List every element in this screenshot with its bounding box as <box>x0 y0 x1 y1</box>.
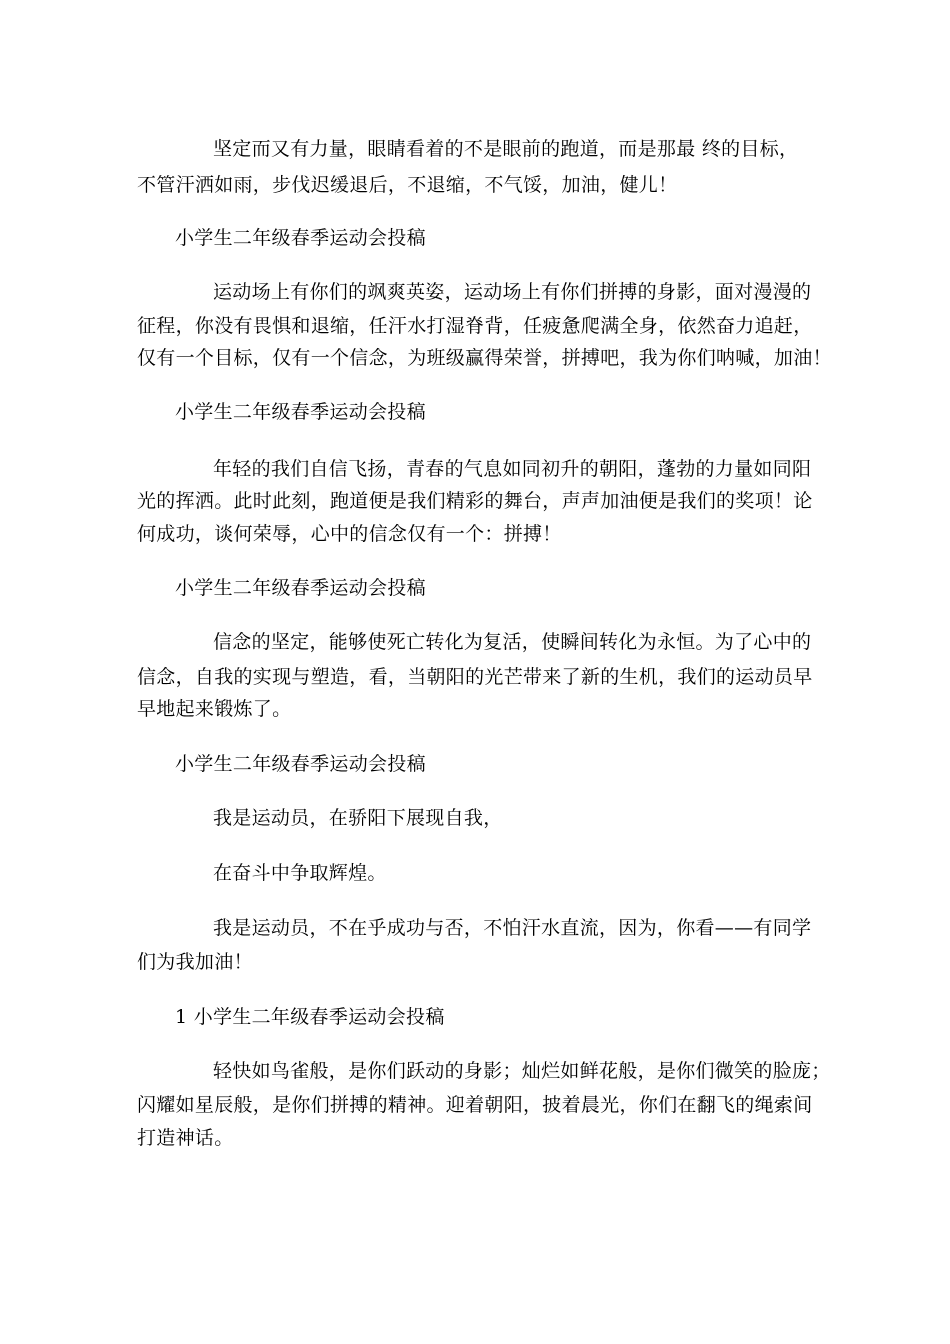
paragraph-line: 仅有一个目标，仅有一个信念，为班级赢得荣誉，拼搏吧，我为你们呐喊，加油！ <box>137 347 832 369</box>
paragraph-line: 不管汗洒如雨，步伐迟缓退后，不退缩，不气馁，加油，健儿！ <box>137 174 678 196</box>
section-heading: 小学生二年级春季运动会投稿 <box>175 753 426 775</box>
paragraph-line: 们为我加油！ <box>137 951 253 973</box>
paragraph-line: 信念，自我的实现与塑造，看，当朝阳的光芒带来了新的生机，我们的运动员早 <box>137 666 813 688</box>
paragraph-line: 我是运动员，不在乎成功与否，不怕汗水直流，因为，你看——有同学 <box>213 917 812 939</box>
paragraph-line: 坚定而又有力量，眼睛看着的不是眼前的跑道，而是那最 终的目标， <box>213 138 799 160</box>
section-heading: 小学生二年级春季运动会投稿 <box>175 401 426 423</box>
paragraph-line: 信念的坚定，能够使死亡转化为复活，使瞬间转化为永恒。为了心中的 <box>213 631 812 653</box>
section-heading: 小学生二年级春季运动会投稿 <box>175 227 426 249</box>
paragraph-line: 何成功，谈何荣辱，心中的信念仅有一个：拼搏！ <box>137 523 562 545</box>
paragraph-line: 运动场上有你们的飒爽英姿，运动场上有你们拼搏的身影，面对漫漫的 <box>213 281 812 303</box>
paragraph-line: 早地起来锻炼了。 <box>137 698 292 720</box>
paragraph-line: 征程，你没有畏惧和退缩，任汗水打湿脊背，任疲惫爬满全身，依然奋力追赶， <box>137 315 813 337</box>
paragraph-line: 光的挥洒。此时此刻，跑道便是我们精彩的舞台，声声加油便是我们的奖项！论 <box>137 490 813 512</box>
paragraph-line: 轻快如鸟雀般，是你们跃动的身影；灿烂如鲜花般，是你们微笑的脸庞； <box>213 1060 831 1082</box>
paragraph-line: 打造神话。 <box>137 1127 234 1149</box>
section-heading: 小学生二年级春季运动会投稿 <box>175 577 426 599</box>
paragraph-line: 年轻的我们自信飞扬，青春的气息如同初升的朝阳，蓬勃的力量如同阳 <box>213 458 812 480</box>
paragraph-line: 在奋斗中争取辉煌。 <box>213 862 387 884</box>
section-heading: 1 小学生二年级春季运动会投稿 <box>175 1006 445 1028</box>
paragraph-line: 闪耀如星辰般，是你们拼搏的精神。迎着朝阳，披着晨光，你们在翻飞的绳索间 <box>137 1094 813 1116</box>
paragraph-line: 我是运动员，在骄阳下展现自我， <box>213 807 503 829</box>
